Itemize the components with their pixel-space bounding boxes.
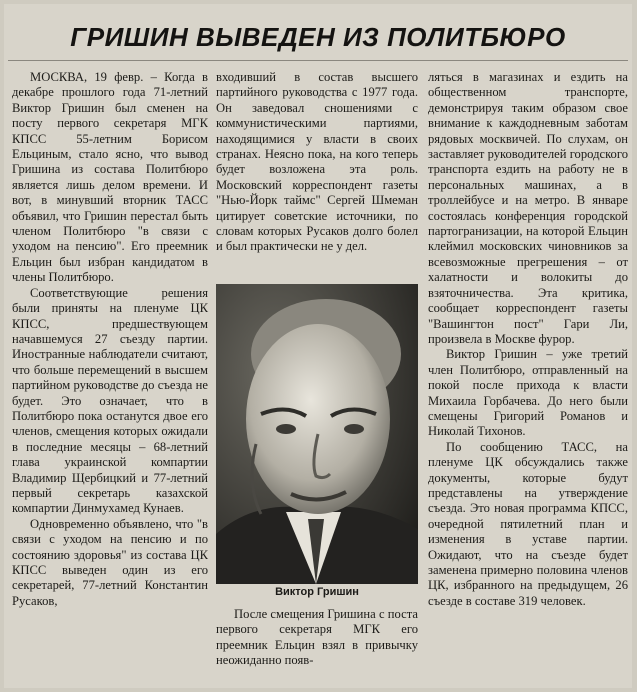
portrait-photo: [216, 284, 418, 584]
column-2-bottom: [216, 607, 418, 669]
newspaper-clipping: [4, 4, 632, 688]
column-1: [12, 70, 208, 609]
column-2: [216, 70, 418, 255]
paragraph: Соответствующие решения были приняты на пленуме ЦК КПСС, предшествующем начавшемуся 27 съезду партии. Иностранные наблюдатели считают, что больше перемещений в высшем партийном руководстве до съезда не будет. Это означает, что в Политбюро пока останутся двое его членов, смещения которых ожидали в последние месяцы – 68-летний глава украинской компартии Владимир Щербицкий и 77-летний первый секретарь казахской компартии Динмухамед Кунаев.: [12, 285, 208, 516]
column-3: [428, 70, 628, 609]
headline: ГРИШИН ВЫВЕДЕН ИЗ ПОЛИТБЮРО: [70, 22, 566, 52]
paragraph: По сообщению ТАСС, на пленуме ЦК обсуждались также документы, которые будут представлены на утверждение съезда. Это новая программа КПСС, очередной пятилетний план и изменения в уставе партии. Ожидают, что на съезде будет заменена примерно половина членов ЦК, избранного на предыдущем, 26 съезде в составе 319 человек.: [428, 439, 628, 608]
paragraph: ляться в магазинах и ездить на общественном транспорте, демонстрируя таким образом свое внимание к каждодневным заботам рядовых москвичей. По слухам, он заставляет руководителей городского транспорта ездить на работу не в персональных машинах, а в троллейбусе и на метро. В январе состоялась конференция городской партогранизации, на которой Ельцин клеймил московских чиновников за всевозможные прегрешения – от халатности и волокиты до взяточничества. Эта критика, сообщает корреспондент газеты "Вашингтон пост" Гари Ли, произвела в Москве фурор.: [428, 70, 628, 346]
photo-caption: Виктор Гришин: [275, 586, 359, 598]
headline-divider: [8, 60, 628, 61]
paragraph: входивший в состав высшего партийного руководства с 1977 года. Он заведовал сношениями с коммунистическими партиями, находящимися у власти в своих странах. Неясно пока, на кого теперь будет возложена эта роль. Московский корреспондент газеты "Нью-Йорк таймс" Сергей Шмеман цитирует советские источники, по словам которых Русаков долго болел и был практически не у дел.: [216, 70, 418, 254]
paragraph: Одновременно объявлено, что "в связи с уходом на пенсию и по состоянию здоровья" из состава ЦК КПСС выведен один из его секретарей, 77-летний Константин Русаков,: [12, 516, 208, 608]
paragraph: Виктор Гришин – уже третий член Политбюро, отправленный на покой после прихода к власти Михаила Горбачева. До него были смещены Григорий Романов и Николай Тихонов.: [428, 347, 628, 439]
paragraph: После смещения Гришина с поста первого секретаря МГК его преемник Ельцин взял в привычку неожиданно появ-: [216, 607, 418, 668]
paragraph: МОСКВА, 19 февр. – Когда в декабре прошлого года 71-летний Виктор Гришин был сменен на посту первого секретаря МГК КПСС 55-летним Борисом Ельциным, стало ясно, что вывод Гришина из состава Политбюро является лишь делом времени. И вот, в минувший вторник ТАСС объявил, что Гришин перестал быть членом Политбюро "в связи с уходом на пенсию". Его преемник Ельцин был избран кандидатом в члены Политбюро.: [12, 70, 208, 285]
